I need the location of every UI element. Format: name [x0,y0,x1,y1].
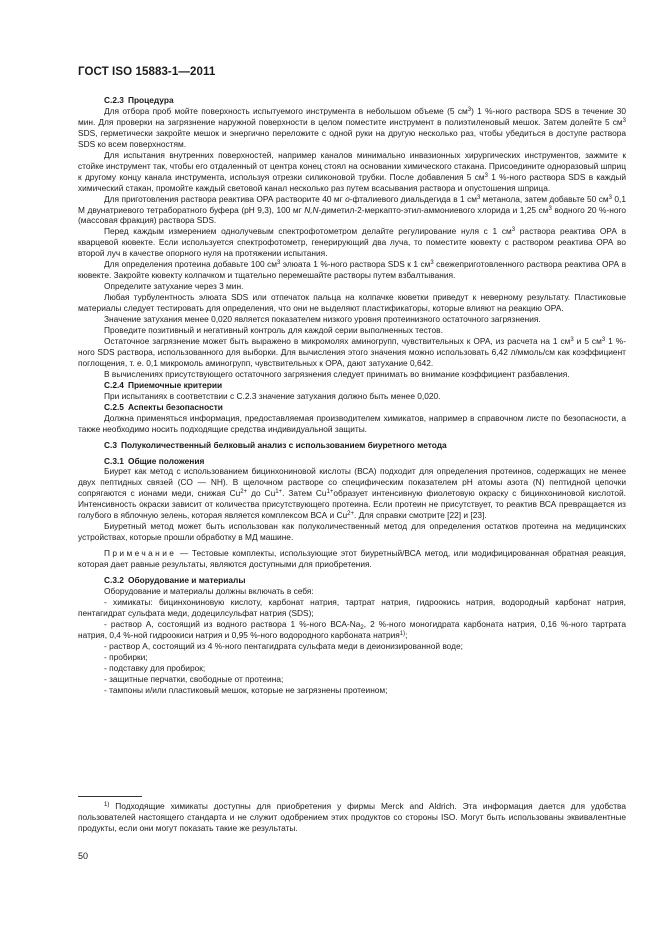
section-number: С.3.2 [104,575,124,586]
section-number: С.3.1 [104,455,124,466]
paragraph: Оборудование и материалы должны включать в себя: [104,585,314,596]
paragraph: Биурет как метод с использованием бицинхониновой кислоты (ВСА) подходит для определения протеинов, содержащих не менее двух пептидных связей (СО — NH). В щелочном растворе со специфическим показателем рН атомы азота (N) пептидной цепочки сопрягаются с ионами меди, снижая $Cu^{2+}$ до $Cu^{1+}$. Затем $Cu^{1+}образует$ интенсивную фиолетовую окраску с бицинхониновой кислотой. Интенсивность окраски зависит от количества присутствующего протеина. Если протеин не присутствует, то реактив ВСА превращается из голубого в яблочную зелень, которая является комплексом ВСА и $Cu^{2+}$. Для справки смотрите [22] и [23]. [78,466,626,521]
paragraph: Остаточное загрязнение может быть выражено в микромолях аминогрупп, чувствительных к ОРА, из расчета на 1 $см^3$ и 5 $см^3$ 1 %-ного SDS раствора, использованного для выборки. Для вычисления этого значения можно использовать 6,42 л/ммоль/см как коэффициент поглощения, т. е. 0,1 микромоль аминогрупп, чувствительных к ОРА, дают затухание 0,642. [78,335,626,368]
section-title: Оборудование и материалы [127,575,246,586]
note-text: — Тестовые комплекты, использующие этот биуретный/ВСА метод, или модифицированная обратная реакция, которая дает равные результаты, являются доступными для приобретения. [78,548,626,570]
note-label: Примечание [104,548,177,559]
paragraph: Любая турбулентность элюата SDS или отпечаток пальца на колпачке кюветки приведут к неверному результату. Пластиковые материалы следует тестировать для определения, что они не выделяют пластификаторы, которые влияют на реакцию ОРА. [78,292,626,314]
section-heading [78,380,626,391]
paragraph: - раствор А, состоящий из водного раствора 1 %-ного ВСА-$Na_2$, 2 %-ного моногидрата карбоната натрия, 0,16 %-ного тартрата натрия, 0,4 %-ной гидроокиси натрия и 0,95 %-ного водородного карбоната натрия$^{1)}$; [78,618,626,640]
section-number: С.2.3 [104,95,124,105]
section-heading [78,440,626,451]
section-title: Общие положения [127,455,205,466]
paragraph: Проведите позитивный и негативный контроль для каждой серии выполненных тестов. [104,325,443,336]
paragraph: Определите затухание через 3 мин. [104,281,244,292]
paragraph: - тампоны и/или пластиковый мешок, которые не загрязнены протеином; [104,684,388,695]
paragraph: Для отбора проб мойте поверхность испытуемого инструмента в небольшом объеме (5 $см^3$) 1 %-ного раствора SDS в течение 30 мин. Для проверки на загрязнение наружной поверхности в целом поместите инструмент в полиэтиленовый мешок. Затем долейте 5 $см^3$ SDS, герметически закройте мешок и энергично переложите с одной руки на другую несколько раз, чтобы убедиться в доступе раствора SDS ко всем поверхностям. [78,105,627,149]
note-paragraph [78,548,626,570]
section-title: Полуколичественный белковый анализ с использованием биуретного метода [120,439,447,450]
section-number: С.3 [104,439,117,450]
footnote: $^{1)}$ Подходящие химикаты доступны для приобретения у фирмы Merck and Aldrich. Эта информация дается для удобства пользователей настоящего стандарта и не служит одобрением этих продуктов со стороны ISO. Могут быть использованы эквивалентные продукты, если они могут показать такие же результаты. [78,801,626,833]
paragraph: Для определения протеина добавьте 100 $см^3$ элюата 1 %-ного раствора SDS к 1 $см^3$ свежеприготовленного раствора реактива ОРА в кювекте. Закройте кювекту колпачком и тщательно перемешайте растворы путем взбалтывания. [78,259,626,281]
section-number: С.2.5 [104,401,124,412]
paragraph: - подставку для пробирок; [104,662,206,673]
paragraph: - защитные перчатки, свободные от протеина; [104,673,284,684]
page-number: 50 [78,851,89,861]
footnote-rule [78,796,142,797]
paragraph: Биуретный метод может быть использован как полуколичественный метод для определения остатков протеина на медицинских устройствах, которые прошли обработку в МД машине. [78,521,626,543]
section-heading [78,402,626,413]
section-title: Приемочные критерии [127,379,223,390]
section-title: Аспекты безопасности [127,401,223,412]
document-body [78,95,626,696]
paragraph: Перед каждым измерением однолучевым спектрофотометром делайте регулирование нуля с 1 $см^3$ раствора реактива ОРА в кварцевой кювекте. Если используется спектрофотометр, генерирующий два луча, то поместите кювекту с раствором реактива ОРА во второй луч в качестве опорного нуля на протяжении испытания. [78,226,626,259]
section-heading [78,575,626,586]
paragraph: - раствор А, состоящий из 4 %-ного пентагидрата сульфата меди в деионизированной воде; [104,640,463,651]
section-heading [78,456,626,467]
paragraph: В вычислениях присутствующего остаточного загрязнения следует принимать во внимание коэффициент разбавления. [104,368,570,379]
paragraph: Для испытания внутренних поверхностей, например каналов минимально инвазионных хирургических инструментов, зажмите к стойке инструмент так, чтобы его отдаленный от центра конец стоял на основании химического стакана. Присоедините одноразовый шприц к другому концу канала инструмента, используя отрезки силиконовой трубки. После добавления 5 $см^3$ 1 %-ного раствора SDS в каждый химический стакан, промойте каждый световой канал несколько раз путем всасывания раствора и опустошения шприца. [78,149,626,193]
paragraph: - химикаты: бицинхониновую кислоту, карбонат натрия, тартрат натрия, гидроокись натрия, водородный карбонат натрия, пентагидрат сульфата меди, додецилсульфат натрия (SDS); [78,596,626,618]
paragraph: Значение затухания менее 0,020 является показателем низкого уровня протеинизного остаточного загрязнения. [104,314,541,325]
paragraph: Должна применяться информация, предоставляемая производителем химикатов, например в справочном листе по безопасности, а также необходимо носить подходящие средства индивидуальной защиты. [78,412,626,434]
section-heading [78,95,626,106]
paragraph: При испытаниях в соответствии с С.2.3 значение затухания должно быть менее 0,020. [104,390,441,401]
document-header: ГОСТ ISO 15883-1—2011 [78,66,216,78]
section-number: С.2.4 [104,379,124,390]
paragraph: Для приготовления раствора реактива ОРА растворите 40 мг о-фталиевого диальдегида в 1 $см^3$ метанола, затем добавьте 50 $см^3$ 0,1 М двунатриевого тетраборатного буфера (рН 9,3), 100 мг N,N-диметил-2-меркапто-этил-аммониевого хлорида и 1,25 $см^3$ водного 20 %-ного (массовая фракция) раствора SDS. [78,193,627,226]
section-title: Процедура [127,95,174,105]
paragraph: - пробирки; [104,651,148,662]
